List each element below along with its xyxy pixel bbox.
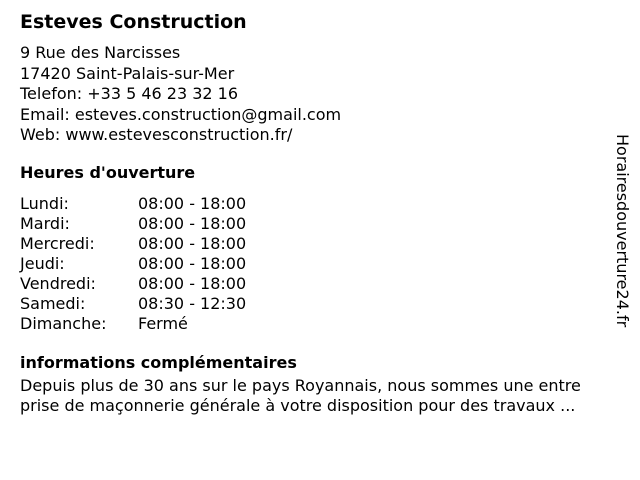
hours-row — [20, 314, 246, 334]
additional-info-heading: informations complémentaires — [20, 353, 297, 372]
opening-hours-heading: Heures d'ouverture — [20, 163, 196, 182]
hours-time: 08:00 - 18:00 — [138, 254, 247, 273]
hours-time: 08:00 - 18:00 — [138, 274, 247, 293]
contact-block — [20, 43, 341, 146]
hours-row — [20, 194, 246, 214]
hours-row — [20, 254, 246, 274]
description-line-1: Depuis plus de 30 ans sur le pays Royannais, nous sommes une entre — [20, 376, 581, 395]
hours-day: Dimanche: — [20, 314, 107, 333]
description-text — [20, 376, 630, 416]
hours-time: 08:00 - 18:00 — [138, 214, 247, 233]
hours-time: Fermé — [138, 314, 188, 333]
hours-day: Mardi: — [20, 214, 70, 233]
hours-day: Vendredi: — [20, 274, 96, 293]
hours-time: 08:00 - 18:00 — [138, 234, 247, 253]
hours-time: 08:00 - 18:00 — [138, 194, 247, 213]
website-text: Web: www.estevesconstruction.fr/ — [20, 125, 293, 144]
hours-row — [20, 234, 246, 254]
description-line-2: prise de maçonnerie générale à votre disposition pour des travaux ... — [20, 396, 576, 415]
address-line-2: 17420 Saint-Palais-sur-Mer — [20, 63, 235, 83]
site-watermark: Horairesdouverture24.fr — [613, 134, 632, 328]
hours-day: Jeudi: — [20, 254, 65, 273]
business-name: Esteves Construction — [20, 11, 247, 33]
phone-text: Telefon: +33 5 46 23 32 16 — [20, 84, 239, 103]
hours-day: Samedi: — [20, 294, 86, 313]
hours-day: Lundi: — [20, 194, 69, 213]
hours-row — [20, 274, 246, 294]
email-text: Email: esteves.construction@gmail.com — [20, 104, 342, 124]
opening-hours-table — [20, 194, 246, 334]
address-line-1: 9 Rue des Narcisses — [20, 43, 181, 62]
hours-row — [20, 214, 246, 234]
hours-row — [20, 294, 246, 314]
hours-day: Mercredi: — [20, 234, 95, 253]
hours-time: 08:30 - 12:30 — [138, 294, 247, 313]
